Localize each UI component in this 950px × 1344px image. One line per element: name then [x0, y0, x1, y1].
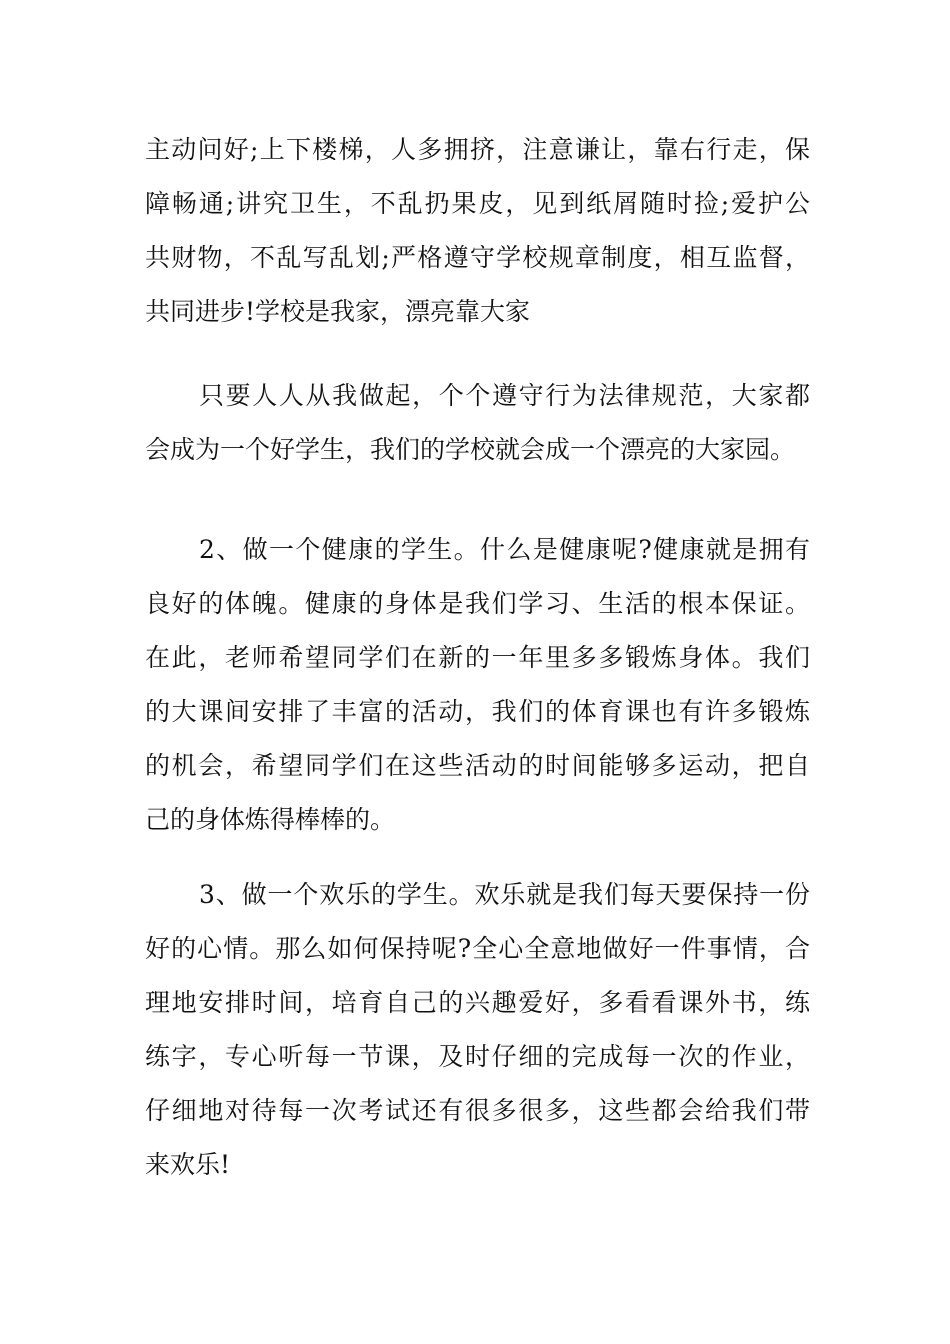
text-line: 共同进步!学校是我家，漂亮靠大家 [145, 297, 531, 326]
text-line: 的大课间安排了丰富的活动，我们的体育课也有许多锻炼 [145, 697, 810, 726]
text-line: 共财物，不乱写乱划;严格遵守学校规章制度，相互监督， [145, 243, 810, 272]
text-line: 来欢乐! [145, 1150, 231, 1179]
paragraph-school-rules [145, 123, 810, 339]
paragraph-healthy-student [145, 523, 810, 847]
text-line: 理地安排时间，培育自己的兴趣爱好，多看看课外书，练 [145, 988, 810, 1017]
text-line: 良好的体魄。健康的身体是我们学习、生活的根本保证。 [145, 589, 810, 618]
text-line: 己的身体炼得棒棒的。 [145, 805, 396, 834]
text-line: 的机会，希望同学们在这些活动的时间能够多运动，把自 [145, 751, 810, 780]
text-line: 只要人人从我做起，个个遵守行为法律规范，大家都 [199, 381, 810, 410]
text-line: 练字，专心听每一节课，及时仔细的完成每一次的作业， [145, 1042, 810, 1071]
paragraph-happy-student [145, 868, 810, 1192]
text-line: 2、做一个健康的学生。什么是健康呢?健康就是拥有 [199, 535, 810, 564]
text-line: 障畅通;讲究卫生，不乱扔果皮，见到纸屑随时捡;爱护公 [145, 189, 810, 218]
text-line: 好的心情。那么如何保持呢?全心全意地做好一件事情，合 [145, 934, 810, 963]
text-line: 主动问好;上下楼梯，人多拥挤，注意谦让，靠右行走，保 [145, 135, 810, 164]
text-line: 3、做一个欢乐的学生。欢乐就是我们每天要保持一份 [199, 880, 810, 909]
paragraph-good-student [145, 369, 810, 477]
text-line: 仔细地对待每一次考试还有很多很多，这些都会给我们带 [145, 1096, 810, 1125]
text-line: 会成为一个好学生，我们的学校就会成一个漂亮的大家园。 [145, 435, 796, 464]
text-line: 在此，老师希望同学们在新的一年里多多锻炼身体。我们 [145, 643, 810, 672]
